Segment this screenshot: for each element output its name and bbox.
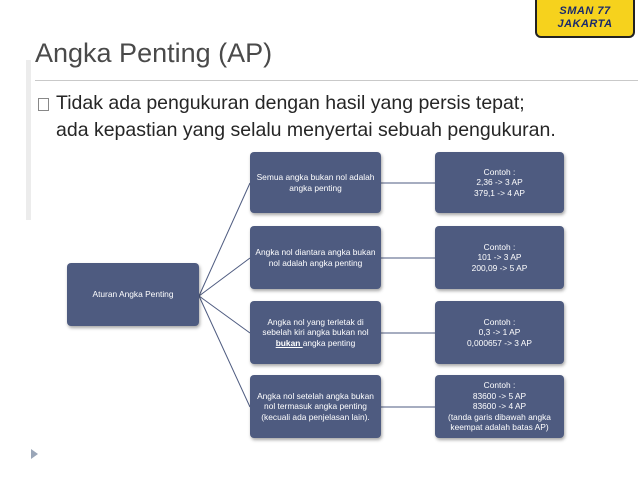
root-node	[67, 263, 199, 326]
example-node-2-text	[472, 242, 528, 274]
example-1-line: Contoh :	[483, 166, 516, 177]
example-node-1-text	[474, 167, 525, 199]
rule-node-2-label: Angka nol diantara angka bukan nol adalah angka penting	[255, 247, 376, 268]
example-3-line: 0,000657 -> 3 AP	[467, 337, 532, 348]
connector-root-rule-3	[199, 296, 250, 333]
rule-node-1	[250, 152, 381, 213]
example-node-3	[435, 301, 564, 364]
rule-node-3	[250, 301, 381, 364]
connector-root-rule-4	[199, 296, 250, 407]
example-1-line: 2,36 -> 3 AP	[476, 177, 523, 188]
example-4-line: 83600 -> 5 AP	[472, 390, 527, 401]
logo-line-1: SMAN 77	[559, 5, 611, 17]
example-node-1	[435, 152, 564, 213]
rule-node-3-text-post: angka penting	[302, 337, 356, 348]
rule-node-3-emphasis: bukan	[275, 337, 303, 348]
root-node-label: Aturan Angka Penting	[92, 289, 174, 300]
example-3-line: 0,3 -> 1 AP	[478, 327, 521, 338]
example-1-line: 379,1 -> 4 AP	[474, 187, 525, 198]
slide-title: Angka Penting (AP)	[35, 38, 273, 68]
rule-node-3-text-pre: Angka nol yang terletak di sebelah kiri angka bukan nol	[262, 316, 369, 338]
example-node-3-text	[467, 317, 532, 349]
example-node-4-text	[448, 380, 551, 433]
rule-node-2	[250, 226, 381, 289]
bullet-text: Tidak ada pengukuran dengan hasil yang persis tepat; ada kepastian yang selalu menyertai sebuah pengukuran.	[56, 92, 556, 141]
example-4-line: keempat adalah batas AP)	[450, 422, 549, 433]
example-2-line: 200,09 -> 5 AP	[471, 262, 528, 273]
rule-node-1-label: Semua angka bukan nol adalah angka penting	[256, 172, 375, 193]
example-3-line: Contoh :	[483, 316, 516, 327]
logo-line-2: JAKARTA	[557, 18, 613, 30]
example-4-line: (tanda garis dibawah angka	[448, 411, 551, 422]
rule-node-3-label	[253, 317, 378, 349]
example-node-2	[435, 226, 564, 289]
example-2-line: Contoh :	[483, 241, 516, 252]
example-4-line: Contoh :	[483, 380, 516, 391]
slide-nav-arrow-icon	[31, 449, 38, 459]
example-2-line: 101 -> 3 AP	[477, 252, 522, 263]
rule-node-4	[250, 375, 381, 438]
connector-root-rule-2	[199, 258, 250, 296]
example-node-4	[435, 375, 564, 438]
example-4-line: 83600 -> 4 AP	[472, 401, 527, 412]
rule-node-4-label: Angka nol setelah angka bukan nol termasuk angka penting (kecuali ada penjelasan lain).	[257, 390, 374, 422]
connector-root-rule-1	[199, 183, 250, 296]
